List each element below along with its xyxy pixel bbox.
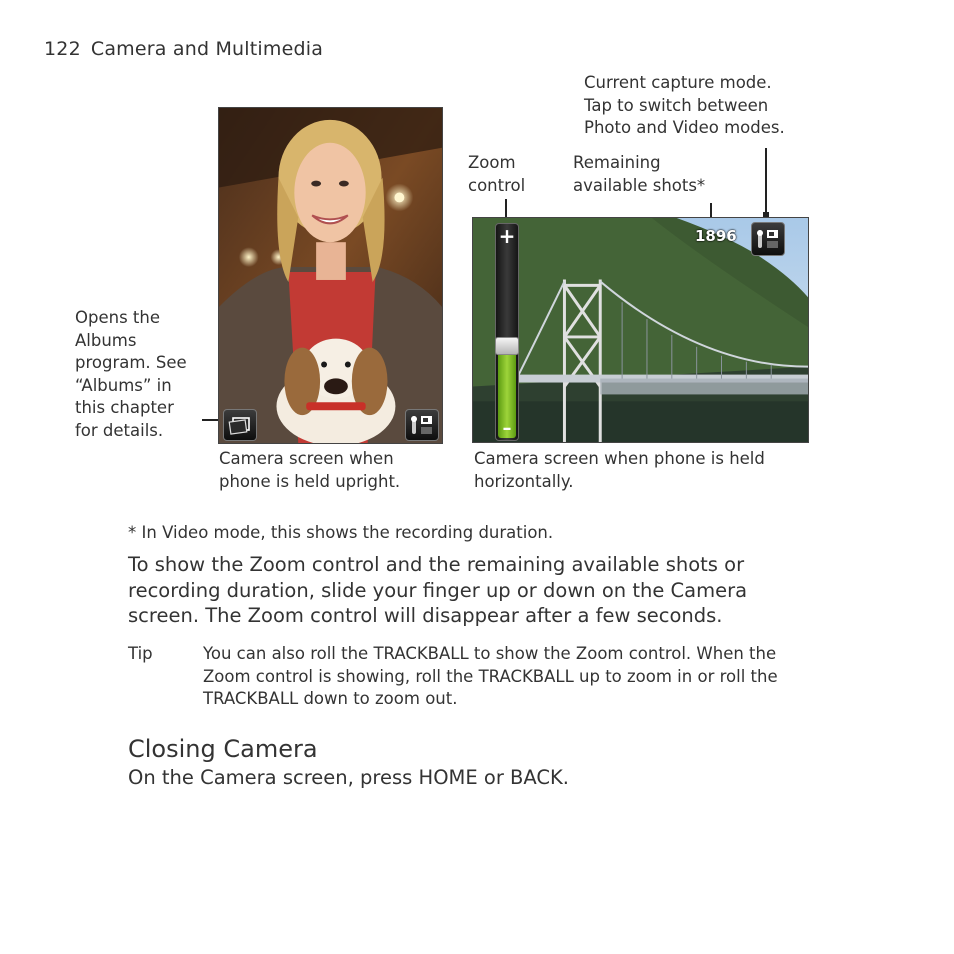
capture-mode-leader [765, 148, 767, 214]
zoom-in-icon[interactable]: + [498, 224, 516, 248]
zoom-control-leader [505, 199, 507, 217]
tip-label: Tip [128, 644, 153, 663]
camera-screen-portrait [218, 107, 443, 444]
albums-annotation: Opens the Albums program. See “Albums” in this chapter for details. [75, 308, 187, 440]
footnote: * In Video mode, this shows the recording duration. [128, 523, 554, 542]
capture-mode-switch-portrait[interactable] [405, 409, 439, 441]
caption-upright: Camera screen when phone is held upright. [219, 449, 401, 491]
zoom-control-annotation: Zoom control [468, 153, 526, 195]
remaining-shots-count: 1896 [695, 227, 737, 245]
zoom-slider-thumb[interactable] [495, 337, 519, 355]
page-header [44, 38, 323, 60]
zoom-out-icon[interactable]: – [502, 418, 512, 439]
section-text: On the Camera screen, press HOME or BACK. [128, 766, 570, 789]
page-number: 122 [44, 38, 81, 60]
albums-icon [224, 410, 256, 440]
photo-video-toggle-icon [752, 223, 784, 255]
zoom-control[interactable] [495, 223, 519, 441]
photo-video-toggle-icon [406, 410, 438, 440]
section-heading: Closing Camera [128, 735, 318, 763]
capture-mode-switch-landscape[interactable] [751, 222, 785, 256]
albums-button[interactable] [223, 409, 257, 441]
body-paragraph: To show the Zoom control and the remaining available shots or recording duration, slide your finger up or down on the Camera screen. The Zoom control will disappear after a few seconds. [128, 553, 748, 627]
capture-mode-annotation: Current capture mode. Tap to switch between Photo and Video modes. [584, 73, 785, 137]
camera-screen-landscape [472, 217, 809, 443]
remaining-shots-annotation: Remaining available shots* [573, 153, 706, 195]
portrait-photo [219, 108, 442, 443]
tip-text: You can also roll the TRACKBALL to show the Zoom control. When the Zoom control is showing, roll the TRACKBALL up to zoom in or roll the TRACKBALL down to zoom out. [203, 644, 778, 708]
caption-horizontal: Camera screen when phone is held horizontally. [474, 449, 765, 491]
chapter-title: Camera and Multimedia [90, 38, 324, 60]
